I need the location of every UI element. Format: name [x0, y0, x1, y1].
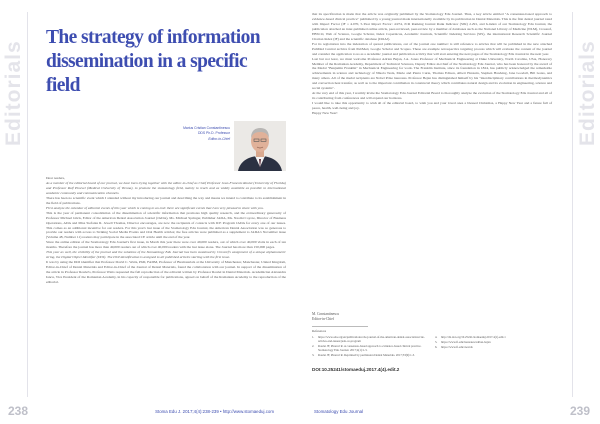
left-paragraph-2: As a member of the editorial board of our journal, we have been trying together with the editor-in-chief as Chief Professor Jean-Francois Roulet (University of Florida) and Professor Rolf Pinevel (Medical University of Vienna), to promote the stomatology field, mainly to reach and as widely available as possible to international academic community and communication channels. — [46, 180, 286, 195]
right-paragraph-5: I would like to take this opportunity to wish all of the editorial board, to wish you and your loved ones a blessed Christmas, a Happy New Year and a future full of peace, health, well-being and joy. — [312, 101, 552, 111]
footer-source-right: Stomatology Edu Journal — [314, 408, 364, 414]
section-label-left: Editorials — [2, 40, 25, 146]
left-paragraph-8: It was by using the DOI identifier that Professor David C. Watts, PhD, FADM, Professor of Biomaterials at the University of Manchester, Manchester, United Kingdom, Editor-in-Chief of Dental Materials and Editor-in-Chief of the Journal of Dental Materials, found the collaboration with our journal. In support of the dissemination of the article in Professor Roulet's, Professor Watts requested the full reproduction of the editorial written by Professor Roulet in Dental Materials. Academician Alexandru Iancu, Vice President of the Romanian Academy, in his capacity of responsible for publications, agreed on behalf of the Romanian Academy to the reproduction of the editorial. — [46, 260, 286, 285]
page-number-right: 239 — [569, 404, 590, 418]
left-paragraph-5: This is the year of permanent consolidation of the dissemination of scientific information that promotes high quality research, and the extraordinary generosity of Professor Michael Glick, Editor of the American Dental Association Journal (JADA), Ms. Michael Springer, Publisher JADA, Ms. Naomi Coyote, Director of Business Operations, ADA and Miss Stefania R. Jewell Thomas, Director encourages, are now the recipients of contacts with ICE Program JADA for every one of our issues. This comes as an additional incentive for our readers. For this year's last issue of the Stomatology Edu Journal, the American Dental Association was so generous to provide our readers with access to Striking Social Media Events and Oral Health articles; the free articles were published as a supplement to JADA's November issue (Volume 48, Number 11) readers may participate in the associated CE article until the end of the year. — [46, 210, 286, 240]
footer-right — [302, 404, 600, 418]
right-paragraph-1: that its specification is made that the article was originally published by the Stomatology Edu Journal. Thus, a key article entitled "A consensus-based approach to evidence-based clinical practice" published by a young journal made internationally available by its publication in Dental Materials. This is the first dental journal rated with Impact Factor (IF = 4.070, 5-Year Impact Factor: 4.974, JCR Ranking Journal Rank Indicator (SJR) 2.291, and h-index of our Stomatology Edu Journal, the publication attached an inter-published online article, peer-reviewed, peer-review by a member of databases such as the National Library of Medicine (NLM), Crossref, EBSCO, Web of Science, Google Scholar, Index Copernicus, Academic Journals, Scientific Indexing Services (SIS), the international Research Scientific Journal Citation Index (IF) and the scientific database (DOAJ). — [312, 12, 552, 41]
author-name: Marius Cristian Constantinescu — [183, 126, 230, 130]
page-number-left: 238 — [8, 404, 29, 418]
author-block — [147, 126, 230, 142]
author-degree: DDS Ph.D. Professor — [197, 131, 230, 136]
right-paragraph-2: For its registration into the indexation of quoted publications, out of the journal one number: is still reference to articles that will be published in the new attached PubMed Central archive from PubMed, Google Scholar and Scopus. These are example retrospective targeting process which will evaluate the content of the journal and consider the application to us as a Academic journal and publication activity that will start entering the next pages of the Stomatology Edu Journal in the next year. — [312, 41, 552, 56]
article-title: The strategy of information dissemination in a specific field — [46, 27, 260, 96]
signature-name: M. Constantinescu — [312, 312, 339, 316]
left-margin-rule — [27, 12, 28, 397]
doi-label[interactable]: DOI:10.25241/stomaeduj.2017.4(4).edit.2 — [312, 367, 400, 372]
references-divider — [312, 326, 368, 327]
left-body-column — [46, 176, 286, 285]
references-list-b — [435, 335, 553, 350]
reference-item[interactable]: 5. https://www.fi.edu/laureates/adrian-bejan — [435, 339, 491, 344]
reference-item[interactable]: 4. http://dx.doi.org/10.25241/stomaeduj.2017.4(1).edit.1 — [435, 335, 506, 339]
author-role: Editor-in-Chief — [208, 136, 230, 141]
left-paragraph-7: This year as well, the visibility of the journal and the solutions of the Stomatology Edu Journal has been sustained by Crossref's assignment of a unique alphanumeric string, the Digital Object Identifier (DOI). The DOI identification is assigned to all published articles starting with the first issue. — [46, 250, 286, 260]
left-paragraph-1: Dear readers, — [46, 176, 65, 180]
signature-block — [312, 312, 339, 322]
author-photo — [234, 121, 286, 171]
footer-left — [0, 404, 298, 418]
signature-role: Editor-in-Chief — [312, 317, 335, 321]
left-paragraph-3: There has been no scientific event which I attended without my introducing our journal and describing the way and means we intend to contribute to its establishment in the field of publications. — [46, 195, 286, 205]
section-label-right: Editorials — [576, 40, 599, 146]
footer-source-left[interactable]: Stoma Edu J. 2017;4(4):238-239 • http://www.stomaeduj.com — [155, 408, 274, 414]
reference-item: 3. Roulet JF, Pinevel R. Reprinted by permission Dental Materials. 2017;33(9):1-3. — [312, 353, 415, 358]
reference-item[interactable]: 6. https://www.fi.edu/awards — [435, 344, 473, 349]
references-heading: References — [312, 329, 327, 333]
right-margin-rule — [572, 12, 573, 397]
left-paragraph-4: First analyze the calendar of editorial events of this year which is coming to an end: there are significant events that I am very pleased to share with you. — [46, 205, 264, 210]
right-paragraph-4: At the very end of this year, I warmly invite the Stomatology Edu Journal Editorial Board to thoroughly analyze the evolution of the Stomatology Edu Journal and all of its contributing from conferences and will expand our horizons. — [312, 91, 552, 101]
reference-item[interactable]: 1. https://www.ada.org/en/publications/cde-journal-of-the-american-dental-association/cde-articles-and-issues/jada-ce-program — [312, 335, 425, 344]
references-list-a — [312, 335, 430, 358]
right-paragraph-3: Last but not least, we must welcome Professor Adrian Bejan, J.A. Jones Professor of Mechanical Engineering at Duke University, North Carolina, USA, Honorary Member of the Romanian Academy, Department of Technical Sciences, Deputy Editor-in-Chief of the Stomatology Edu Journal, who has been honored by the award of the Medal "Benjamin Franklin" in Mechanical Engineering for work. The Franklin Institute, since its foundation in 1824, has publicly acknowledged the remarkable achievements in science and technology of Nikola Tesla, Marie and Pierre Curie, Thomas Edison, Albert Einstein, Stephen Hawking, Jane Goodall, Bill Gates, and many others. All of the medal recipients are Nobel Prize laureates. Professor Bejan has distinguished himself by his "interdisciplinary contributions in thermodynamics and convection heat transfer, as well as to the important contribution in constructal theory which contributes natural design and its evolution in engineering, science and social systems". — [312, 56, 552, 91]
right-body-column — [312, 12, 552, 116]
right-paragraph-6: Happy New Year! — [312, 111, 338, 116]
left-paragraph-6: Since the online edition of the Stomatology Edu Journal's first issue, in March this year there were over 49,000 readers, out of which over 40,000 visits in each of ten months. Therefore the journal has more than 49,000 readers out of which over 40,000 readers with the last issue alone. The Journal has more than 150,000 pages. — [46, 240, 286, 250]
reference-item: 2. Roulet JF, Pinevel R. A consensus-based approach to evidence-based clinical practice. Stomatology Edu Journal. 2017;4(1):1-3. — [312, 344, 422, 353]
